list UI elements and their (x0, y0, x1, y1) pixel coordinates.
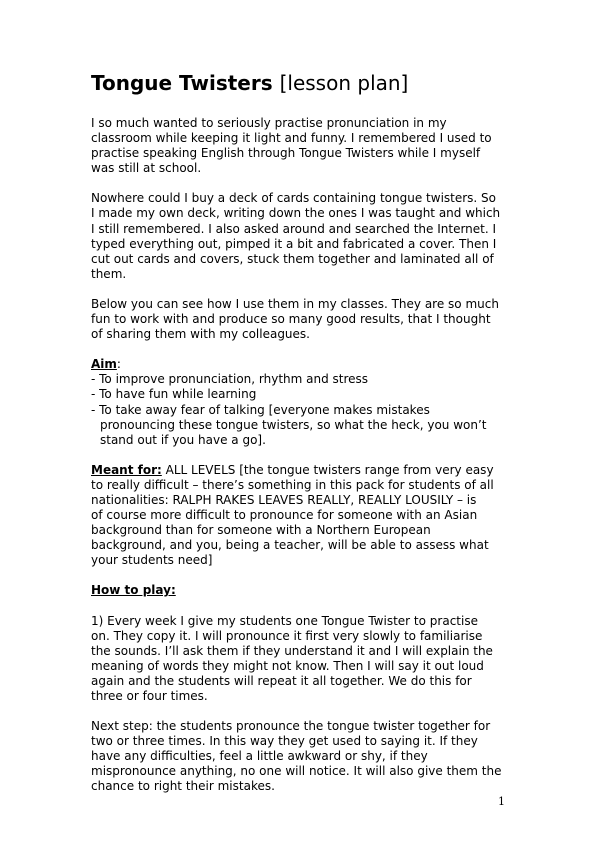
text-line: practise speaking English through Tongue Twisters while I myself (91, 146, 481, 161)
aim-item-3 (91, 403, 531, 448)
text-line: - To improve pronunciation, rhythm and stress (91, 372, 369, 387)
title-subtitle: [lesson plan] (279, 71, 409, 95)
text-line: background than for someone with a Northern European (91, 523, 431, 538)
text-line: pronouncing these tongue twisters, so what the heck, you won’t (100, 417, 487, 432)
aim-section (91, 357, 531, 448)
text-line: nationalities: RALPH RAKES LEAVES REALLY, REALLY LOUSILY – is (91, 492, 477, 507)
page-title (91, 70, 531, 96)
text-line: - To have fun while learning (91, 387, 257, 402)
text-line: typed everything out, pimped it a bit and fabricated a cover. Then I (91, 236, 497, 251)
text-line: stand out if you have a go]. (100, 432, 266, 447)
how-to-play-paragraph-1 (91, 614, 531, 705)
text-line: mispronounce anything, no one will notice. It will also give them the (91, 764, 502, 779)
title-main: Tongue Twisters (91, 71, 273, 95)
text-line: I made my own deck, writing down the ones I was taught and which (91, 206, 501, 221)
text-line: your students need] (91, 553, 213, 568)
text-line: - To take away fear of talking [everyone makes mistakes (91, 402, 430, 417)
how-to-play-heading: How to play: (91, 583, 176, 598)
text-line: three or four times. (91, 689, 208, 703)
intro-paragraph-1 (91, 116, 531, 176)
text-line: of sharing them with my colleagues. (91, 327, 310, 342)
meant-for-heading: Meant for: (91, 462, 162, 477)
text-line: on. They copy it. I will pronounce it first very slowly to familiarise (91, 628, 483, 643)
text-line: cut out cards and covers, stuck them together and laminated all of (91, 251, 494, 266)
aim-heading: Aim (91, 357, 117, 372)
aim-colon: : (116, 357, 121, 372)
intro-paragraph-2 (91, 191, 531, 282)
text-line: Below you can see how I use them in my classes. They are so much (91, 296, 499, 311)
meant-for-section (91, 463, 531, 569)
text-line: again and the students will repeat it all together. We do this for (91, 673, 472, 688)
text-line: Next step: the students pronounce the tongue twister together for (91, 719, 491, 734)
text-line: to really difficult – there’s something in this pack for students of all (91, 477, 494, 492)
text-line: fun to work with and produce so many good results, that I thought (91, 312, 491, 327)
page-number: 1 (498, 795, 505, 808)
how-to-play-section (91, 583, 531, 598)
text-line: I still remembered. I also asked around and searched the Internet. I (91, 221, 497, 236)
text-line: two or three times. In this way they get used to saying it. If they (91, 734, 478, 749)
text-line: the sounds. I’ll ask them if they understand it and I will explain the (91, 643, 493, 658)
text-line: was still at school. (91, 161, 202, 176)
text-line: I so much wanted to seriously practise pronunciation in my (91, 116, 447, 130)
meant-for-text (91, 463, 494, 568)
intro-paragraph-3 (91, 297, 531, 342)
text-line: them. (91, 266, 127, 281)
text-line: of course more difficult to pronounce for someone with an Asian (91, 508, 478, 523)
document-page (91, 70, 531, 795)
text-line: ALL LEVELS [the tongue twisters range from very easy (161, 462, 494, 477)
text-line: classroom while keeping it light and funny. I remembered I used to (91, 131, 492, 146)
text-line: 1) Every week I give my students one Tongue Twister to practise (91, 613, 478, 628)
aim-item-2 (91, 387, 531, 402)
text-line: have any difficulties, feel a little awkward or shy, if they (91, 749, 428, 764)
text-line: background, and you, being a teacher, will be able to assess what (91, 538, 489, 553)
text-line: Nowhere could I buy a deck of cards containing tongue twisters. So (91, 191, 497, 206)
text-line: meaning of words they might not know. Then I will say it out loud (91, 658, 484, 673)
text-line: chance to right their mistakes. (91, 779, 275, 794)
how-to-play-paragraph-2 (91, 719, 531, 794)
aim-item-1 (91, 372, 531, 387)
